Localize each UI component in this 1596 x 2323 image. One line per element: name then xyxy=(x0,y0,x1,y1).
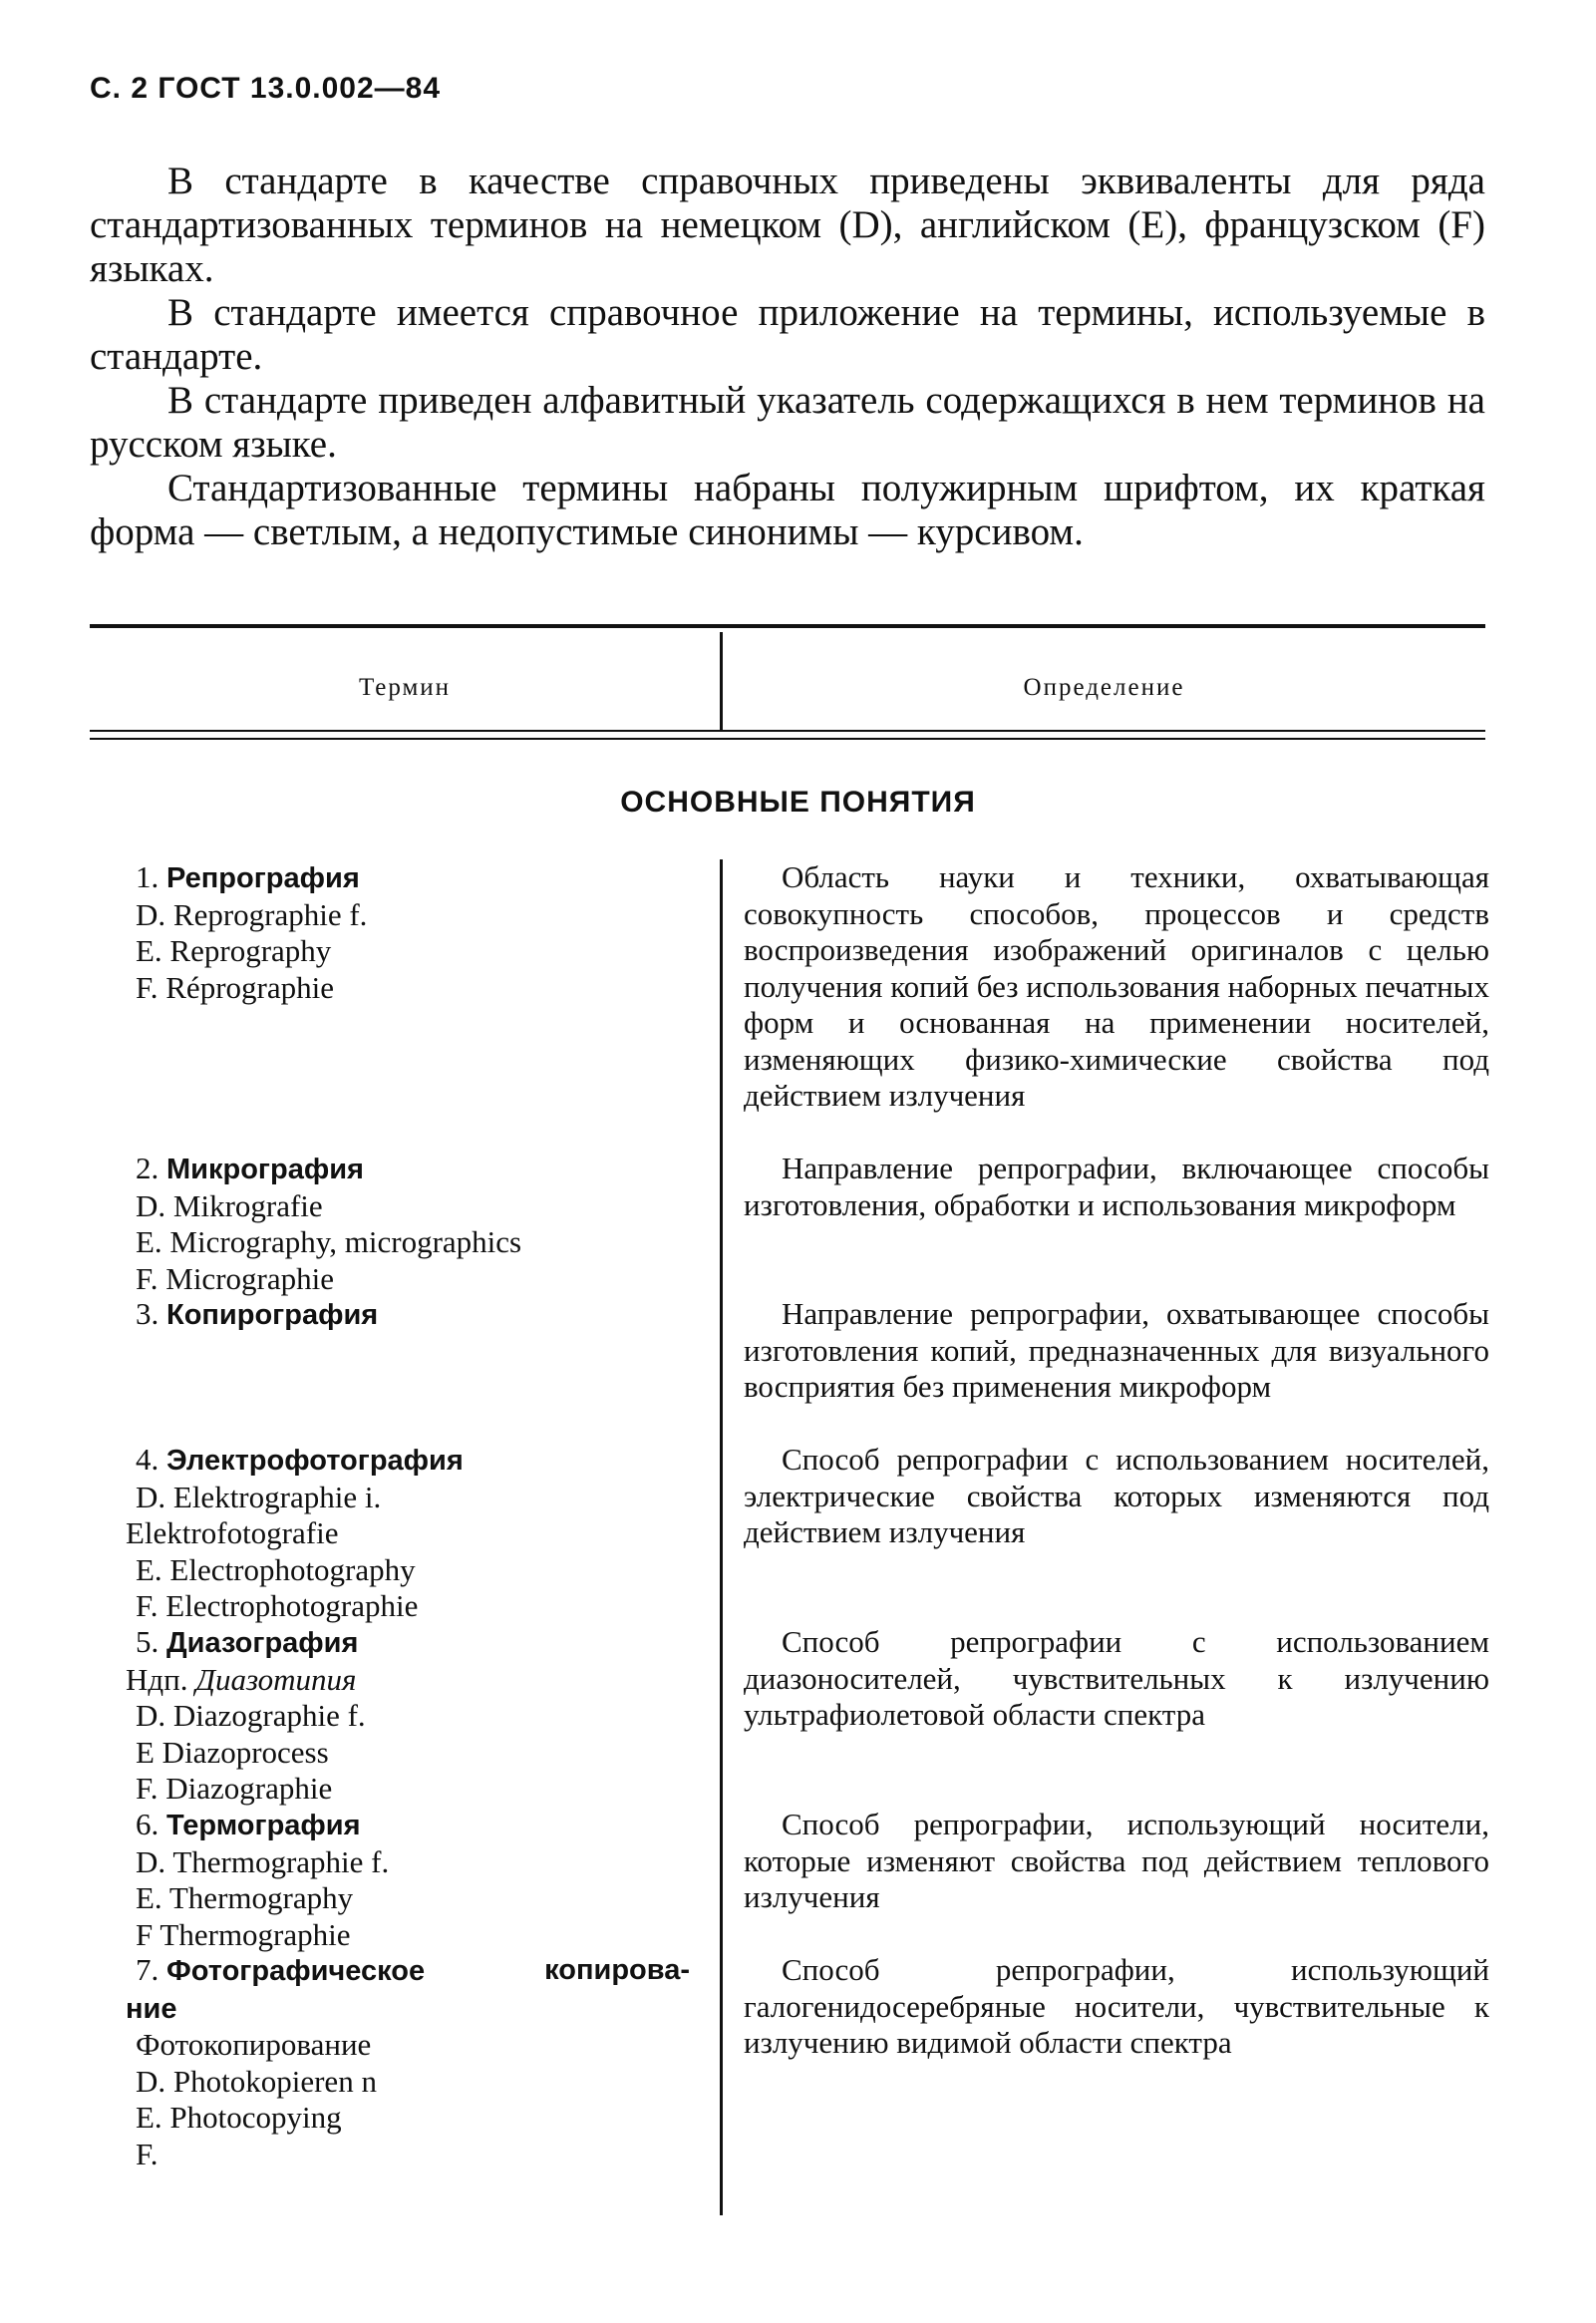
table-header-rule-double xyxy=(90,738,1485,740)
term-equivalent-de: D. Diazographie f. xyxy=(136,1698,366,1733)
intro-paragraph-equivalents: В стандарте в качестве справочных приведены эквиваленты для ряда стандартизованных терминов на немецком (D), английском (E), французском (F) языках. xyxy=(90,160,1485,290)
table-top-rule xyxy=(90,624,1485,628)
definition-text: Способ репрографии, использующий галогенидосеребряные носители, чувствительные к излучению видимой области спектра xyxy=(744,1952,1489,2060)
column-header-terms: Термин xyxy=(358,674,452,701)
term-equivalent-fr: F. Micrographie xyxy=(136,1260,334,1296)
intro-paragraph-index: В стандарте приведен алфавитный указатель содержащихся в нем терминов на русском языке. xyxy=(90,379,1485,466)
term-equivalent-en: E. Reprography xyxy=(136,933,332,968)
term-name: Диазография xyxy=(166,1627,359,1659)
term-equivalent-fr: F. xyxy=(136,2136,159,2171)
term-entry-3 xyxy=(136,1296,704,1334)
table-header-rule xyxy=(90,730,1485,732)
intro-paragraph-appendix: В стандарте имеется справочное приложение на термины, используемые в стандарте. xyxy=(90,291,1485,378)
definition-text: Направление репрографии, включающее способы изготовления, обработки и использования микроформ xyxy=(744,1151,1489,1222)
term-equivalent-en: E. Electrophotography xyxy=(136,1551,416,1587)
term-equivalent-fr: F. Electrophotographie xyxy=(136,1588,419,1623)
term-equivalent-fr: F Thermographie xyxy=(136,1916,351,1952)
definition-text: Способ репрографии с использованием носителей, электрические свойства которых изменяются под действием излучения xyxy=(744,1442,1489,1549)
term-number: 2. xyxy=(136,1151,160,1185)
synonym-label: Ндп. xyxy=(126,1661,188,1697)
term-name: Электрофотография xyxy=(166,1445,464,1477)
term-name: Репрография xyxy=(166,862,360,894)
term-short-form: Фотокопирование xyxy=(136,2027,372,2062)
term-equivalent-en: E Diazoprocess xyxy=(136,1734,329,1770)
term-equivalent-de: D. Thermographie f. xyxy=(136,1843,390,1879)
term-name-part-2: копирова- xyxy=(544,1954,690,1986)
definition-text: Область науки и техники, охватывающая совокупность способов, процессов и средств воспроизведения изображений оригиналов с целью получения копий без использования наборных печатных форм и основанная на применении носителей, изменяющих физико-химические свойства под действием излучения xyxy=(744,859,1489,1113)
definition-text: Способ репрографии с использованием диазоносителей, чувствительных к излучению ультрафиолетовой области спектра xyxy=(744,1624,1489,1732)
definition-7 xyxy=(744,1952,1489,2062)
term-equivalent-en: E. Thermography xyxy=(136,1880,354,1915)
term-name: Копирография xyxy=(166,1299,379,1331)
term-entry-1 xyxy=(136,859,704,1006)
section-title: ОСНОВНЫЕ ПОНЯТИЯ xyxy=(620,786,976,819)
term-name: Термография xyxy=(166,1810,361,1841)
term-number: 7. xyxy=(136,1952,160,1987)
term-equivalent-de-cont: Elektrofotografie xyxy=(126,1515,339,1550)
term-equivalent-de: D. Reprographie f. xyxy=(136,896,368,932)
definition-4 xyxy=(744,1442,1489,1551)
term-equivalent-de: D. Mikrografie xyxy=(136,1187,323,1223)
term-number: 3. xyxy=(136,1296,160,1331)
intro-text xyxy=(90,160,1485,554)
term-entry-4 xyxy=(126,1442,704,1625)
term-entry-6 xyxy=(136,1807,704,1953)
definition-3 xyxy=(744,1296,1489,1406)
term-entry-7 xyxy=(126,1952,704,2172)
term-entry-2 xyxy=(136,1151,704,1297)
term-equivalent-en: E. Photocopying xyxy=(136,2100,342,2135)
column-header-definition: Определение xyxy=(1023,674,1185,701)
term-equivalent-de: D. Photokopieren n xyxy=(136,2063,377,2099)
term-equivalent-de: D. Elektrographie i. xyxy=(136,1479,382,1514)
term-number: 5. xyxy=(136,1624,160,1659)
term-equivalent-fr: F. Diazographie xyxy=(136,1771,333,1806)
intro-paragraph-typography: Стандартизованные термины набраны полужирным шрифтом, их краткая форма — светлым, а недопустимые синонимы — курсивом. xyxy=(90,467,1485,553)
term-number: 6. xyxy=(136,1807,160,1841)
term-number: 1. xyxy=(136,859,160,894)
term-entry-5 xyxy=(126,1624,704,1808)
term-name: Микрография xyxy=(166,1154,364,1185)
definition-text: Направление репрографии, охватывающее способы изготовления копий, предназначенных для визуального восприятия без применения микроформ xyxy=(744,1296,1489,1404)
definition-5 xyxy=(744,1624,1489,1734)
definition-6 xyxy=(744,1807,1489,1916)
page-reference: С. 2 ГОСТ 13.0.002—84 xyxy=(90,72,442,105)
body-column-divider xyxy=(720,859,723,2215)
definition-1 xyxy=(744,859,1489,1115)
term-equivalent-en: E. Micrography, micrographics xyxy=(136,1224,522,1259)
term-equivalent-fr: F. Réprographie xyxy=(136,969,334,1005)
term-name-part-3: ние xyxy=(126,1992,177,2025)
term-name-part-1: Фотографическое xyxy=(166,1955,426,1987)
definition-text: Способ репрографии, использующий носители, которые изменяют свойства под действием теплового излучения xyxy=(744,1807,1489,1914)
term-number: 4. xyxy=(136,1442,160,1477)
rejected-synonym: Диазотипия xyxy=(195,1661,357,1697)
definition-2 xyxy=(744,1151,1489,1223)
